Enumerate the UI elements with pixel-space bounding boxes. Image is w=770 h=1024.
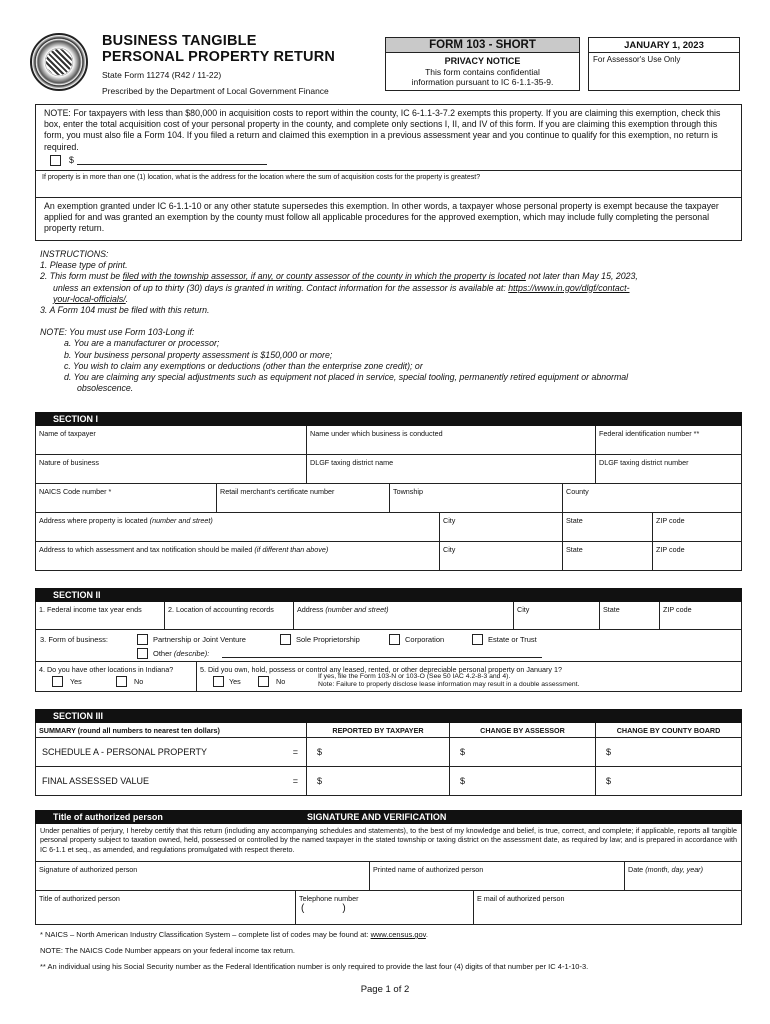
other-locations-yes-checkbox[interactable] xyxy=(52,676,63,687)
section-4-title-bar xyxy=(35,810,742,824)
schedule-a-taxpayer-input[interactable]: $ xyxy=(306,738,449,766)
naics-note: NOTE: The NAICS Code Number appears on your federal income tax return. xyxy=(40,946,295,955)
leased-property-question xyxy=(196,662,741,691)
other-locations-no-checkbox[interactable] xyxy=(116,676,127,687)
taxpayer-name-field[interactable]: Name of taxpayer xyxy=(39,429,96,438)
mailing-address-field[interactable]: Address to which assessment and tax notification should be mailed (if different than above) xyxy=(39,545,329,554)
sole-proprietorship-label: Sole Proprietorship xyxy=(296,635,360,644)
section-1-row-2 xyxy=(35,455,742,484)
other-locations-no-label: No xyxy=(134,677,144,686)
title-row xyxy=(35,891,742,925)
col-assessor: CHANGE BY ASSESSOR xyxy=(449,723,595,737)
state-form-number: State Form 11274 (R42 / 11-22) xyxy=(102,70,222,80)
ssn-footnote: ** An individual using his Social Security number as the Federal Identification number is only required to provide the last four (4) digits of that number per IC 4-1-10-3. xyxy=(40,962,589,971)
footnotes xyxy=(40,927,588,975)
section-2-title: SECTION II xyxy=(35,588,742,602)
exemption-amount-input[interactable] xyxy=(77,156,267,165)
signature-row xyxy=(35,862,742,891)
estate-checkbox[interactable] xyxy=(472,634,483,645)
property-zip-field[interactable]: ZIP code xyxy=(652,513,741,541)
section-1-row-1 xyxy=(35,426,742,455)
exemption-checkbox[interactable] xyxy=(50,155,61,166)
tax-year-end-field[interactable]: 1. Federal income tax year ends xyxy=(39,605,142,614)
email-field[interactable]: E mail of authorized person xyxy=(473,891,741,924)
property-city-field[interactable]: City xyxy=(439,513,562,541)
section-1-row-5 xyxy=(35,542,742,571)
assessor-contact-link-2[interactable]: your-local-officials/ xyxy=(53,293,126,304)
leased-yes-checkbox[interactable] xyxy=(213,676,224,687)
naics-field[interactable]: NAICS Code number * xyxy=(39,487,112,496)
district-number-field[interactable]: DLGF taxing district number xyxy=(595,455,741,483)
other-describe-input[interactable] xyxy=(222,657,542,658)
section-2-row-1 xyxy=(35,602,742,630)
summary-label: SUMMARY (round all numbers to nearest ten dollars) xyxy=(39,726,220,735)
instruction-3: 3. A Form 104 must be filed with this return. xyxy=(40,305,210,316)
retail-cert-field[interactable]: Retail merchant's certificate number xyxy=(216,484,389,512)
form-title xyxy=(102,33,335,65)
long-form-note: NOTE: You must use Form 103-Long if: xyxy=(40,327,195,338)
accounting-state-field[interactable]: State xyxy=(599,602,659,629)
corporation-checkbox[interactable] xyxy=(389,634,400,645)
section-3 xyxy=(35,709,742,796)
other-label: Other (describe): xyxy=(153,649,210,658)
form-id-box xyxy=(385,37,580,91)
section-1 xyxy=(35,412,742,571)
privacy-line-1: This form contains confidential xyxy=(425,66,540,77)
prescribed-by: Prescribed by the Department of Local Government Finance xyxy=(102,86,329,96)
instruction-1: 1. Please type of print. xyxy=(40,260,128,271)
business-name-field[interactable]: Name under which business is conducted xyxy=(306,426,595,454)
exemption-amount-row xyxy=(36,153,741,166)
final-value-label: FINAL ASSESSED VALUE = xyxy=(42,776,298,786)
section-4 xyxy=(35,810,742,925)
accounting-zip-field[interactable]: ZIP code xyxy=(659,602,741,629)
other-locations-label: 4. Do you have other locations in Indiana? xyxy=(39,665,174,674)
accounting-location-field[interactable]: 2. Location of accounting records xyxy=(164,602,293,629)
title-line-1: BUSINESS TANGIBLE xyxy=(102,33,257,49)
accounting-city-field[interactable]: City xyxy=(513,602,599,629)
long-form-c: c. You wish to claim any exemptions or deductions (other than the enterprise zone credit); or xyxy=(64,360,423,371)
signature-heading: SIGNATURE AND VERIFICATION xyxy=(307,812,447,822)
property-state-field[interactable]: State xyxy=(562,513,652,541)
other-checkbox[interactable] xyxy=(137,648,148,659)
other-locations-question xyxy=(36,662,196,691)
partnership-checkbox[interactable] xyxy=(137,634,148,645)
other-locations-yes-label: Yes xyxy=(70,677,82,686)
leased-no-checkbox[interactable] xyxy=(258,676,269,687)
section-4-title: Title of authorized person xyxy=(53,812,163,822)
printed-name-field[interactable]: Printed name of authorized person xyxy=(369,862,624,890)
long-form-a: a. You are a manufacturer or processor; xyxy=(64,338,220,349)
final-value-assessor-input[interactable]: $ xyxy=(449,767,595,795)
naics-footnote: * NAICS – North American Industry Classification System – complete list of codes may be found at: www.census.gov. xyxy=(40,930,428,939)
exemption-note-box xyxy=(35,104,742,241)
perjury-statement: Under penalties of perjury, I hereby certify that this return (including any accompanying schedules and statements), to the best of my knowledge and belief, is true, correct, and complete; if applicable, reports all tangible personal property subject to taxation owned, held, possessed or controlled by the named taxpayer in the stated township or taxing district on the assessment date, as required by law; and is prepared in accordance with IC 6-1.1 et seq., as amended, and regulations promulgated with respect thereto. xyxy=(40,826,737,854)
section-1-title: SECTION I xyxy=(35,412,742,426)
assessment-date: JANUARY 1, 2023 xyxy=(589,38,739,53)
locations-row xyxy=(35,662,742,692)
privacy-title: PRIVACY NOTICE xyxy=(444,56,521,66)
estate-label: Estate or Trust xyxy=(488,635,537,644)
form-of-business-label: 3. Form of business: xyxy=(40,635,108,644)
section-1-row-3 xyxy=(35,484,742,513)
lease-form-note: If yes, file the Form 103-N or 103-O (See 50 IAC 4.2-8-3 and 4). xyxy=(318,673,511,680)
date-field[interactable]: Date (month, day, year) xyxy=(624,862,741,890)
dollar-sign: $ xyxy=(69,155,74,166)
township-field[interactable]: Township xyxy=(389,484,562,512)
final-value-row xyxy=(35,767,742,796)
telephone-field[interactable]: Telephone number ( ) xyxy=(295,891,473,924)
schedule-a-label: SCHEDULE A - PERSONAL PROPERTY = xyxy=(42,747,298,757)
state-seal xyxy=(30,33,88,91)
exemption-note: NOTE: For taxpayers with less than $80,000 in acquisition costs to report within the county, IC 6-1.1-3-7.2 exempts this property. If you are claiming this exemption, check this box, enter the total acquisition cost of your personal property in the county, and complete only sections I, II, and IV of this form. If you are claiming this exemption through this form, you must also file a Form 104. If you filed a return and claimed this exemption in a previous assessment year and you continue to qualify for this exemption, no return is required. xyxy=(44,108,721,152)
assessor-use-only: For Assessor's Use Only xyxy=(593,55,681,64)
leased-yes-label: Yes xyxy=(229,677,241,686)
privacy-line-2: information pursuant to IC 6-1.1-35-9. xyxy=(411,77,554,87)
title-field[interactable]: Title of authorized person xyxy=(39,894,120,903)
form-of-business-row xyxy=(35,630,742,662)
seal-emblem xyxy=(46,49,72,75)
partnership-label: Partnership or Joint Venture xyxy=(153,635,246,644)
instructions-heading: INSTRUCTIONS: xyxy=(40,249,109,259)
leased-no-label: No xyxy=(276,677,286,686)
title-line-2: PERSONAL PROPERTY RETURN xyxy=(102,49,336,65)
schedule-a-county-input[interactable]: $ xyxy=(595,738,741,766)
form-id: FORM 103 - SHORT xyxy=(386,38,579,53)
location-question: If property is in more than one (1) location, what is the address for the location where the sum of acquisition costs for the property is greatest? xyxy=(36,170,741,197)
signature-field[interactable]: Signature of authorized person xyxy=(39,865,138,874)
nature-of-business-field[interactable]: Nature of business xyxy=(39,458,99,467)
mailing-zip-field[interactable]: ZIP code xyxy=(652,542,741,570)
section-2 xyxy=(35,588,742,692)
leased-notes xyxy=(318,673,579,689)
assessment-date-box xyxy=(588,37,740,91)
section-1-row-4 xyxy=(35,513,742,542)
schedule-a-assessor-input[interactable]: $ xyxy=(449,738,595,766)
col-county-board: CHANGE BY COUNTY BOARD xyxy=(595,723,741,737)
census-link[interactable]: www.census.gov xyxy=(370,930,426,939)
long-form-d-cont: obsolescence. xyxy=(77,383,134,394)
corporation-label: Corporation xyxy=(405,635,445,644)
page-number: Page 1 of 2 xyxy=(360,984,410,995)
county-field[interactable]: County xyxy=(562,484,741,512)
instruction-2-cont: unless an extension of up to thirty (30) days is granted in writing. Contact information for the assessor is available at: https://www.in.gov/dlgf/contact- xyxy=(53,282,630,293)
section-3-title: SECTION III xyxy=(35,709,742,723)
mailing-city-field[interactable]: City xyxy=(439,542,562,570)
leased-property-label: 5. Did you own, hold, possess or control any leased, rented, or other depreciable personal property on January 1? xyxy=(200,665,562,674)
federal-id-field[interactable]: Federal identification number ** xyxy=(595,426,741,454)
assessor-contact-link[interactable]: https://www.in.gov/dlgf/contact- xyxy=(508,282,630,293)
mailing-state-field[interactable]: State xyxy=(562,542,652,570)
property-address-field[interactable]: Address where property is located (number and street) xyxy=(39,516,213,525)
double-assessment-note: Note: Failure to properly disclose lease information may result in a double assessment. xyxy=(318,681,580,688)
instruction-2-cont2: your-local-officials/. xyxy=(53,293,129,304)
long-form-d: d. You are claiming any special adjustments such as equipment not placed in service, special tooling, permanently retired equipment or abnormal xyxy=(64,372,629,383)
long-form-b: b. Your business personal property assessment is $150,000 or more; xyxy=(64,349,333,360)
instructions xyxy=(40,249,740,394)
perjury-row xyxy=(35,824,742,862)
privacy-notice xyxy=(386,53,579,88)
accounting-address-field[interactable]: Address (number and street) xyxy=(293,602,513,629)
district-name-field[interactable]: DLGF taxing district name xyxy=(306,455,595,483)
final-value-taxpayer-input[interactable]: $ xyxy=(306,767,449,795)
summary-header-row xyxy=(35,723,742,738)
final-value-county-input[interactable]: $ xyxy=(595,767,741,795)
col-taxpayer: REPORTED BY TAXPAYER xyxy=(306,723,449,737)
schedule-a-row xyxy=(35,738,742,767)
sole-proprietorship-checkbox[interactable] xyxy=(280,634,291,645)
instruction-2: 2. This form must be filed with the township assessor, if any, or county assessor of the county in which the property is located not later than May 15, 2023, xyxy=(40,271,638,282)
exemption-supersede-note: An exemption granted under IC 6-1.1-10 or any other statute supersedes this exemption. In other words, a taxpayer whose personal property is exempt because the taxpayer applied for and was granted an exemption by the county must follow all applicable procedures for the approved exemption, which may include fully completing the personal property return. xyxy=(36,197,741,235)
